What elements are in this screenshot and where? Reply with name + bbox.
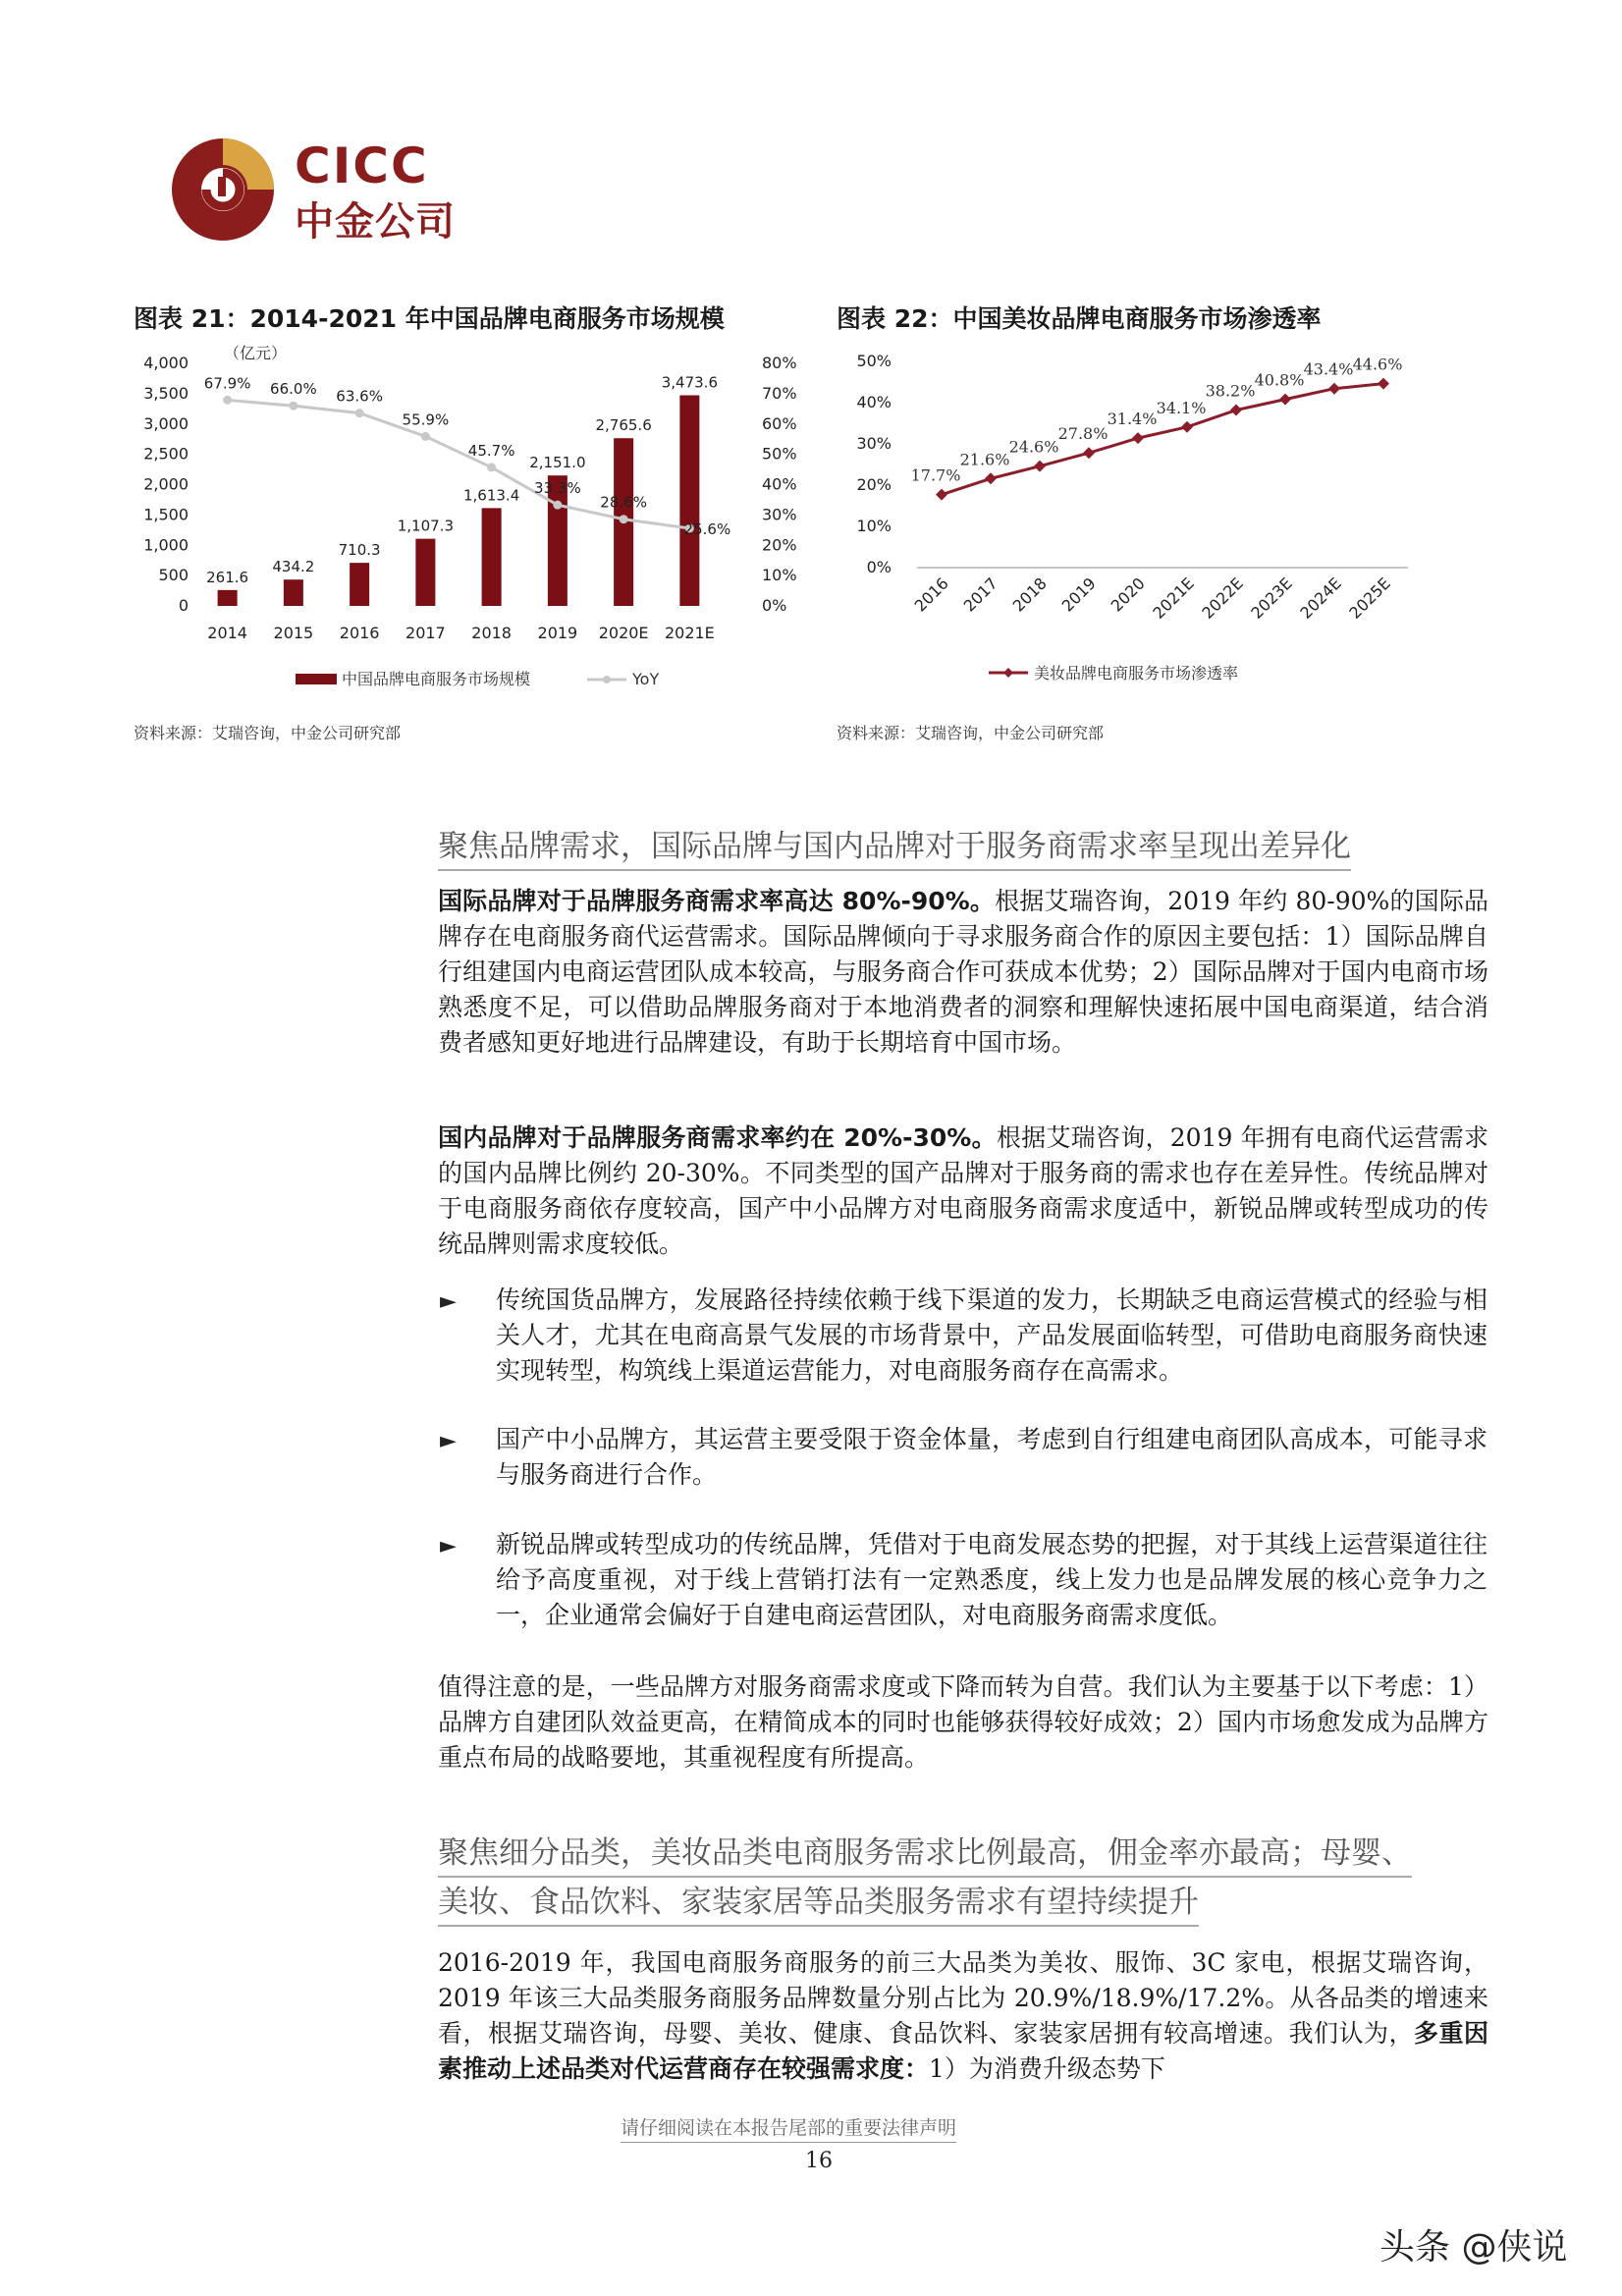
paragraph-4-text: 2016-2019 年，我国电商服务商服务的前三大品类为美妆、服饰、3C 家电，根据艾瑞咨询，2019 年该三大品类服务商服务品牌数量分别占比为 20.9%/18.9%/17.2%。从各品类的增速来看，根据艾瑞咨询，母婴、美妆、健康、食品饮料、家装家居拥有较高增速。 — [438, 1948, 1488, 2048]
chart2-point — [985, 472, 997, 484]
chart1-left-tick-label: 2,000 — [143, 474, 189, 494]
chart2-value-label: 17.7% — [910, 465, 961, 485]
chart1-left-tick-label: 3,000 — [143, 413, 189, 433]
chart1-right-tick-label: 70% — [762, 383, 797, 403]
watermark: 头条 @侠说 — [1379, 2227, 1568, 2268]
chart1-yoy-value-label: 28.6% — [600, 493, 647, 512]
chart1-left-tick-label: 1,000 — [143, 535, 189, 555]
paragraph-2 — [438, 1121, 1488, 1262]
chart2-category-label: 2024E — [1296, 574, 1345, 623]
chart2-category-label: 2020 — [1107, 574, 1149, 616]
section-heading-2-line-1: 聚焦细分品类，美妆品类电商服务需求比例最高，佣金率亦最高；母婴、 — [438, 1828, 1412, 1878]
chart1-bar-value-label: 2,151.0 — [529, 454, 586, 472]
logo-text-cn: 中金公司 — [295, 199, 456, 245]
chart1-yoy-value-label: 55.9% — [402, 410, 450, 429]
chart1-bar — [679, 396, 699, 606]
chart2-point — [1132, 432, 1144, 444]
chart1-bar — [482, 508, 502, 606]
paragraph-3: 值得注意的是，一些品牌方对服务商需求度或下降而转为自营。我们认为主要基于以下考虑：1）品牌方自建团队效益更高，在精简成本的同时也能够获得较好成效；2）国内市场愈发成为品牌方重点布局的战略要地，其重视程度有所提高。 — [438, 1672, 1488, 1772]
chart2-category-label: 2023E — [1247, 574, 1296, 623]
chart1-bar-value-label: 3,473.6 — [661, 373, 719, 392]
chart1-yoy-point — [289, 402, 297, 410]
chart1-category-label: 2018 — [471, 624, 512, 642]
paragraph-2-text: 根据艾瑞咨询，2019 年拥有电商代运营需求的国内品牌比例约 20-30%。不同类型的国产品牌对于服务商的需求也存在差异性。传统品牌对于电商服务商依存度较高，国产中小品牌方对电商服务商需求度适中，新锐品牌或转型成功的传统品牌则需求度较低。 — [438, 1123, 1488, 1258]
paragraph-1-lead: 国际品牌对于品牌服务商需求率高达 80%-90%。 — [438, 887, 996, 915]
chart1-bar-value-label: 710.3 — [338, 541, 381, 560]
chart2-value-label: 24.6% — [1008, 437, 1059, 457]
chart1-yoy-point — [223, 396, 232, 405]
bullet-item-1: 传统国货品牌方，发展路径持续依赖于线下渠道的发力，长期缺乏电商运营模式的经验与相关人才，尤其在电商高景气发展的市场背景中，产品发展面临转型，可借助电商服务商快速实现转型，构筑线上渠道运营能力，对电商服务商存在高需求。 — [496, 1285, 1487, 1385]
chart2-value-label: 38.2% — [1205, 381, 1256, 401]
chart1-right-tick-label: 30% — [762, 505, 797, 524]
chart1-bar — [415, 539, 435, 606]
chart2-y-tick-label: 50% — [856, 352, 892, 370]
chart2-point — [1328, 383, 1340, 395]
chart2-category-label: 2017 — [959, 574, 1001, 616]
chart1-bar-value-label: 434.2 — [272, 558, 315, 576]
paragraph-4 — [438, 1945, 1488, 2087]
bullet-item-3: 新锐品牌或转型成功的传统品牌，凭借对于电商发展态势的把握，对于其线上运营渠道往往给予高度重视，对于线上营销打法有一定熟悉度，线上发力也是品牌发展的核心竞争力之一，企业通常会偏好于自建电商运营团队，对电商服务商需求度低。 — [496, 1530, 1487, 1629]
chart1-left-tick-label: 3,500 — [143, 383, 189, 403]
chart1-yoy-value-label: 45.7% — [467, 441, 515, 460]
chart1-bar — [218, 590, 238, 606]
chart1-category-label: 2019 — [537, 624, 578, 642]
chart1-right-tick-label: 10% — [762, 566, 797, 585]
chart1-left-tick-label: 500 — [158, 566, 189, 585]
chart1-category-label: 2016 — [339, 624, 380, 642]
section-heading-2-line-2: 美妆、食品饮料、家装家居等品类服务需求有望持续提升 — [438, 1877, 1199, 1927]
chart1-right-tick-label: 60% — [762, 413, 797, 433]
chart2-value-label: 44.6% — [1352, 355, 1403, 374]
chart1-right-tick-label: 0% — [762, 596, 787, 615]
chart2-legend: 美妆品牌电商服务市场渗透率 — [1034, 664, 1239, 683]
chart2-value-label: 43.4% — [1303, 359, 1354, 379]
chart2-category-label: 2019 — [1057, 574, 1100, 616]
chart2-value-label: 21.6% — [959, 450, 1010, 469]
chart1-category-label: 2020E — [598, 624, 649, 642]
chart1-yoy-value-label: 25.6% — [683, 519, 731, 538]
chart2-point — [936, 489, 947, 501]
chart2-category-label: 2025E — [1345, 574, 1394, 623]
chart2-title: 图表 22：中国美妆品牌电商服务市场渗透率 — [837, 304, 1322, 333]
chart1-bar-value-label: 1,613.4 — [462, 486, 520, 505]
chart1-right-tick-label: 80% — [762, 354, 797, 372]
paragraph-1-text: 根据艾瑞咨询，2019 年约 80-90%的国际品牌存在电商服务商代运营需求。国际品牌倾向于寻求服务商合作的原因主要包括：1）国际品牌自行组建国内电商运营团队成本较高，与服务商合作可获成本优势；2）国际品牌对于国内电商市场熟悉度不足，可以借助品牌服务商对于本地消费者的洞察和理解快速拓展中国电商渠道，结合消费者感知更好地进行品牌建设，有助于长期培育中国市场。 — [438, 887, 1489, 1057]
chart2-legend-marker — [1003, 668, 1013, 678]
chart2-category-label: 2018 — [1008, 574, 1051, 616]
chart1-bar-value-label: 2,765.6 — [595, 416, 652, 435]
legal-notice: 请仔细阅读在本报告尾部的重要法律声明 — [621, 2113, 956, 2143]
chart1-left-tick-label: 2,500 — [143, 444, 189, 464]
chart1-legend-bar-swatch — [296, 674, 337, 684]
chart1-title: 图表 21：2014-2021 年中国品牌电商服务市场规模 — [134, 304, 725, 333]
chart2-category-label: 2021E — [1149, 574, 1198, 623]
chart2-point — [1378, 378, 1389, 390]
chart1-bar — [284, 579, 303, 606]
chart2-y-tick-label: 20% — [856, 475, 892, 494]
chart1-yoy-value-label: 63.6% — [336, 387, 383, 406]
bullet-item-2: 国产中小品牌方，其运营主要受限于资金体量，考虑到自行组建电商团队高成本，可能寻求与服务商进行合作。 — [496, 1425, 1487, 1489]
chart2-category-label: 2022E — [1198, 574, 1247, 623]
chart1-legend-line-marker — [603, 676, 611, 683]
chart1-right-tick-label: 40% — [762, 474, 797, 494]
chart1-yoy-point — [553, 501, 562, 510]
bullet-marker-3: ► — [440, 1534, 457, 1558]
chart1-yoy-value-label: 66.0% — [270, 380, 317, 399]
chart1-unit: （亿元） — [224, 344, 288, 362]
chart1-bar-value-label: 261.6 — [206, 568, 249, 586]
chart1-category-label: 2021E — [664, 624, 715, 642]
chart2-point — [1034, 461, 1046, 472]
chart1-left-tick-label: 1,500 — [143, 505, 189, 524]
chart1-legend-line: YoY — [632, 670, 660, 688]
page-number: 16 — [805, 2149, 833, 2173]
chart2-y-tick-label: 30% — [856, 434, 892, 453]
cicc-logo-icon — [169, 136, 277, 244]
chart1-left-tick-label: 0 — [178, 596, 189, 615]
chart1-plot — [134, 339, 811, 702]
chart1-left-tick-label: 4,000 — [143, 354, 189, 372]
chart1-yoy-value-label: 67.9% — [203, 374, 251, 393]
paragraph-1 — [438, 884, 1488, 1061]
logo-text-en: CICC — [295, 137, 429, 194]
chart1-yoy-point — [355, 409, 364, 417]
chart1-right-tick-label: 20% — [762, 535, 797, 555]
chart1-category-label: 2014 — [207, 624, 247, 642]
chart2-plot — [837, 339, 1504, 702]
paragraph-2-lead: 国内品牌对于品牌服务商需求率约在 20%-30%。 — [438, 1123, 997, 1152]
chart1-category-label: 2015 — [273, 624, 314, 642]
chart2-y-tick-label: 10% — [856, 517, 892, 535]
chart1-category-label: 2017 — [406, 624, 446, 642]
chart1-source: 资料来源：艾瑞咨询，中金公司研究部 — [134, 724, 402, 742]
bullet-marker-2: ► — [440, 1429, 457, 1453]
paragraph-4-bold: 多重因素推动上述品类对代运营商存在较强需求度： — [438, 2019, 1488, 2083]
chart2-source: 资料来源：艾瑞咨询，中金公司研究部 — [837, 724, 1105, 742]
chart1-yoy-value-label: 33.3% — [534, 479, 581, 498]
chart1-yoy-point — [487, 463, 496, 471]
cicc-logo — [169, 136, 463, 248]
chart2-point — [1083, 447, 1095, 459]
chart1-right-tick-label: 50% — [762, 444, 797, 464]
chart1-bar — [350, 563, 369, 606]
chart2-y-tick-label: 40% — [856, 393, 892, 411]
bullet-marker-1: ► — [440, 1289, 457, 1314]
chart2-point — [1279, 394, 1291, 406]
chart2-value-label: 27.8% — [1057, 424, 1108, 444]
chart2-point — [1181, 421, 1193, 433]
chart2-y-tick-label: 0% — [866, 558, 892, 576]
chart2-category-label: 2016 — [910, 574, 952, 616]
paragraph-4-lead: 我们认为， — [1288, 2019, 1414, 2048]
chart1-yoy-point — [620, 515, 628, 523]
chart1-bar-value-label: 1,107.3 — [397, 517, 455, 535]
section-heading-1: 聚焦品牌需求，国际品牌与国内品牌对于服务商需求率呈现出差异化 — [438, 821, 1351, 871]
chart2-value-label: 34.1% — [1156, 398, 1207, 417]
paragraph-4-tail: 1）为消费升级态势下 — [929, 2054, 1165, 2083]
chart2-value-label: 40.8% — [1254, 370, 1305, 390]
chart1-legend-bar: 中国品牌电商服务市场规模 — [342, 670, 531, 688]
chart2-value-label: 31.4% — [1107, 410, 1158, 429]
chart2-point — [1230, 405, 1242, 416]
chart1-yoy-point — [421, 432, 430, 441]
